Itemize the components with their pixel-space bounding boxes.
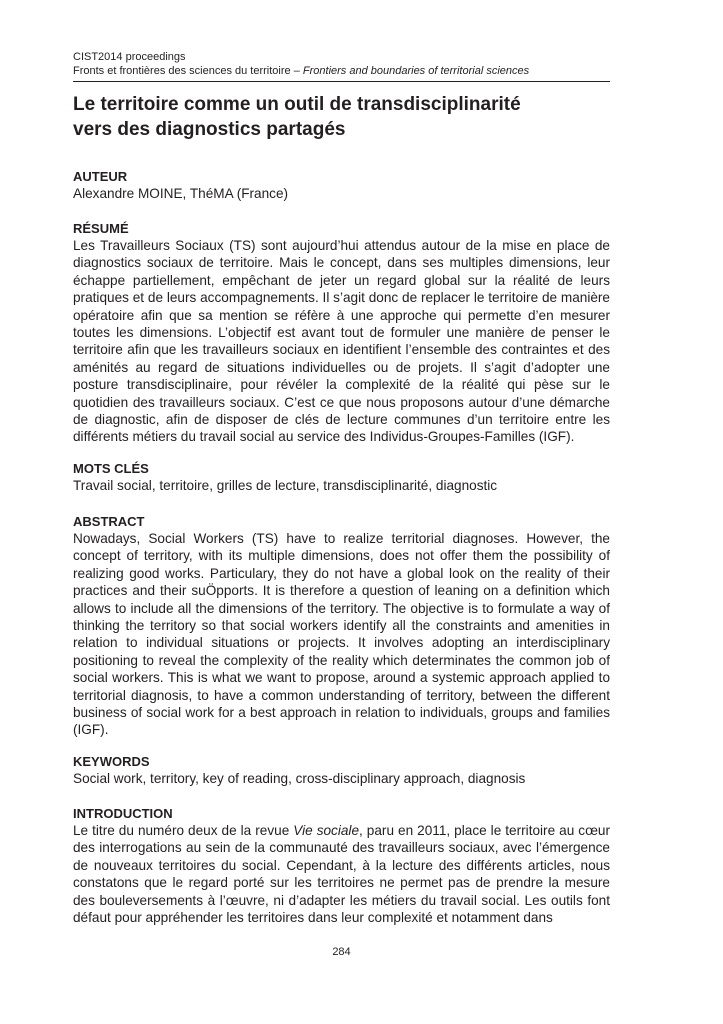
- paper-title: [73, 92, 610, 142]
- title-line-1: Le territoire comme un outil de transdisciplinarité: [73, 94, 521, 115]
- author-heading: AUTEUR: [73, 169, 128, 184]
- keywords-section: [73, 753, 610, 787]
- title-line-2: vers des diagnostics partagés: [73, 119, 346, 140]
- keywords-text: Social work, territory, key of reading, cross-disciplinary approach, diagnosis: [73, 771, 526, 786]
- conference-subtitle: [73, 64, 610, 78]
- page-number: 284: [332, 946, 351, 958]
- introduction-section: [73, 805, 610, 926]
- abstract-text: Nowadays, Social Workers (TS) have to realize territorial diagnoses. However, the concept of territory, with its multiple dimensions, does not offer them the possibility of realizing good works. Particulary, they do not have a global look on the reality of their practices and their suÖpports. It is therefore a question of leaning on a definition which allows to include all the dimensions of the territory. The objective is to formulate a way of thinking the territory so that social workers identify all the constraints and amenities in relation to individual situations or projects. It involves adopting an interdisciplinary positioning to reveal the complexity of the reality which determinates the common job of social workers. This is what we want to propose, around a systemic approach applied to territorial diagnosis, to have a common understanding of territory, between the different business of social work for a best approach in relation to individuals, groups and families (IGF).: [73, 531, 610, 738]
- author-section: [73, 168, 610, 202]
- proceedings-title: CIST2014 proceedings: [73, 51, 186, 63]
- resume-heading: RÉSUMÉ: [73, 221, 129, 236]
- mots-cles-heading: MOTS CLÉS: [73, 461, 149, 476]
- introduction-text-end: , paru en 2011, place le territoire au cœur des interrogations au sein de la communauté des travailleurs sociaux, avec l’émergence de nouveaux territoires du social. Cependant, à la lecture des différents articles, nous constatons que le regard porté sur les territoires ne permet pas de prendre la mesure des bouleversements à l’œuvre, ni d’adapter les métiers du travail social. Les outils font défaut pour appréhender les territoires dans leur complexité et notamment dans: [73, 823, 610, 926]
- keywords-heading: KEYWORDS: [73, 754, 150, 769]
- introduction-text-start: Le titre du numéro deux de la revue: [73, 823, 294, 838]
- subtitle-english: Frontiers and boundaries of territorial sciences: [302, 65, 530, 77]
- mots-cles-text: Travail social, territoire, grilles de lecture, transdisciplinarité, diagnostic: [73, 478, 498, 493]
- journal-title: Vie sociale: [293, 823, 360, 838]
- subtitle-french: Fronts et frontières des sciences du territoire –: [73, 65, 303, 77]
- introduction-text: [73, 822, 610, 926]
- resume-section: [73, 220, 610, 446]
- abstract-section: [73, 513, 610, 739]
- abstract-heading: ABSTRACT: [73, 514, 145, 529]
- author-text: Alexandre MOINE, ThéMA (France): [73, 186, 289, 201]
- mots-cles-section: [73, 460, 610, 494]
- resume-text: Les Travailleurs Sociaux (TS) sont aujourd’hui attendus autour de la mise en place de diagnostics sociaux de territoire. Mais le concept, dans ses multiples dimensions, leur échappe partiellement, empêchant de jeter un regard global sur la réalité de leurs pratiques et de leurs accompagnements. Il s’agit donc de replacer le territoire de manière opératoire afin que sa mention se réfère à une approche qui permette d’en mesurer toutes les dimensions. L’objectif est avant tout de formuler une manière de penser le territoire afin que les travailleurs sociaux en identifient l’ensemble des contraintes et des aménités au regard de situations individuelles ou de projets. Il s’agit d’adopter une posture transdisciplinaire, pour révéler la complexité de la réalité qui pèse sur le quotidien des travailleurs sociaux. C’est ce que nous proposons autour d’une démarche de diagnostic, afin de disposer de clés de lecture communes d’un territoire entre les différents métiers du travail social au service des Individus-Groupes-Familles (IGF).: [73, 238, 610, 445]
- introduction-heading: INTRODUCTION: [73, 806, 173, 821]
- running-header: [73, 50, 610, 82]
